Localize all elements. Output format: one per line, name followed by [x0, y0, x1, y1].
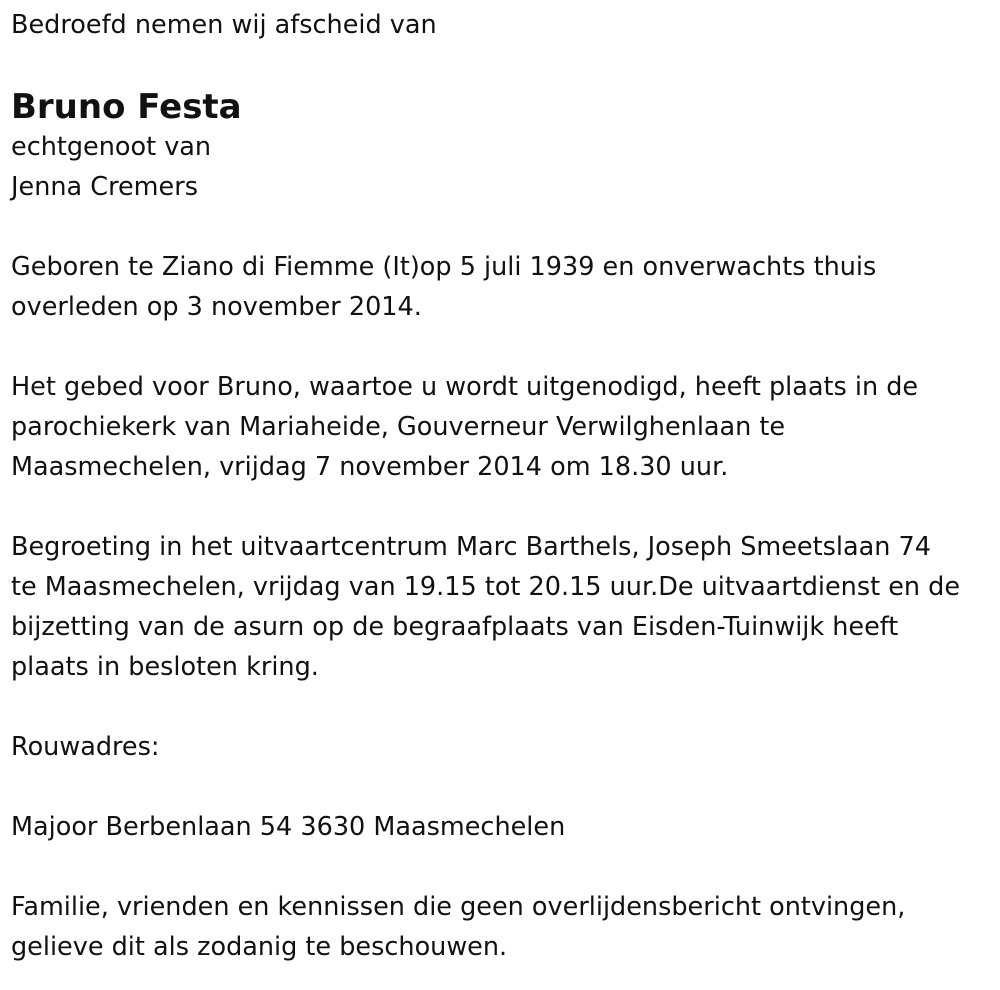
paragraph-line: gelieve dit als zodanig te beschouwen.	[11, 932, 508, 962]
intro-text: Bedroefd nemen wij afscheid van	[11, 10, 437, 40]
birth-death-paragraph	[11, 247, 1000, 327]
paragraph-line: plaats in besloten kring.	[11, 652, 319, 682]
relation-line-2: Jenna Cremers	[11, 172, 198, 202]
mourning-address-paragraph	[11, 807, 1000, 847]
prayer-paragraph	[11, 367, 1000, 487]
paragraph-line: overleden op 3 november 2014.	[11, 292, 422, 322]
paragraph-line: Maasmechelen, vrijdag 7 november 2014 om 18.30 uur.	[11, 452, 729, 482]
paragraph-line: Geboren te Ziano di Fiemme (It)op 5 juli 1939 en onverwachts thuis	[11, 252, 877, 282]
greeting-paragraph	[11, 527, 1000, 687]
paragraph-line: Begroeting in het uitvaartcentrum Marc Barthels, Joseph Smeetslaan 74	[11, 532, 931, 562]
mourning-address-label: Rouwadres:	[11, 732, 160, 762]
closing-paragraph	[11, 887, 1000, 967]
paragraph-line: Familie, vrienden en kennissen die geen overlijdensbericht ontvingen,	[11, 892, 906, 922]
mourning-address-label-paragraph	[11, 727, 1000, 767]
paragraph-line: parochiekerk van Mariaheide, Gouverneur Verwilghenlaan te	[11, 412, 786, 442]
relation-line-1: echtgenoot van	[11, 132, 212, 162]
deceased-name: Bruno Festa	[11, 87, 242, 127]
paragraph-line: bijzetting van de asurn op de begraafplaats van Eisden-Tuinwijk heeft	[11, 612, 899, 642]
mourning-address: Majoor Berbenlaan 54 3630 Maasmechelen	[11, 812, 566, 842]
paragraph-line: Het gebed voor Bruno, waartoe u wordt uitgenodigd, heeft plaats in de	[11, 372, 919, 402]
paragraph-line: te Maasmechelen, vrijdag van 19.15 tot 20.15 uur.De uitvaartdienst en de	[11, 572, 961, 602]
